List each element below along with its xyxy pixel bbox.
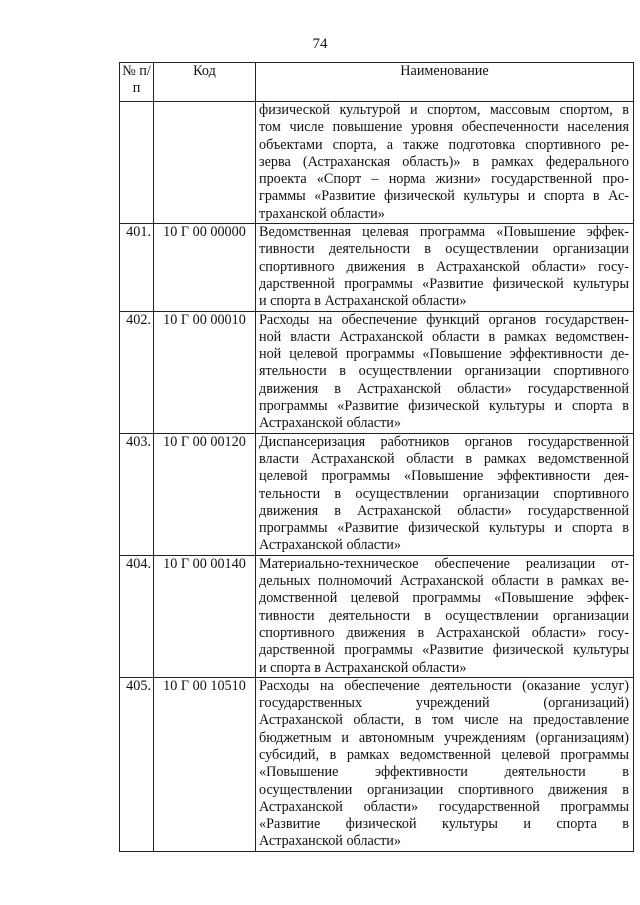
table-row bbox=[120, 311, 634, 433]
row-name bbox=[256, 102, 634, 224]
row-name-line: и спорта в Астраханской области» bbox=[259, 659, 467, 676]
row-name-line: «Развитие физической культуры и спорта в bbox=[259, 816, 629, 833]
row-name-line: объектами спорта, а также подготовка спортивного ре- bbox=[259, 136, 629, 153]
row-number: 403. bbox=[120, 433, 154, 555]
row-code: 10 Г 00 00010 bbox=[154, 311, 256, 433]
row-number: 404. bbox=[120, 555, 154, 677]
row-name-line: тивности деятельности в осуществлении организации bbox=[259, 607, 629, 624]
row-number: 402. bbox=[120, 311, 154, 433]
row-name-line: том числе повышение уровня обеспеченности населения bbox=[259, 119, 629, 136]
row-name-line: осуществлении организации спортивного движения в bbox=[259, 781, 629, 798]
row-name-line: власти Астраханской области в рамках ведомственной bbox=[259, 450, 629, 467]
row-name bbox=[256, 677, 634, 851]
row-name-line: дарственной программы «Развитие физической культуры bbox=[259, 275, 629, 292]
row-name-line: физической культурой и спортом, массовым спортом, в bbox=[259, 102, 629, 118]
header-num: № п/п bbox=[120, 63, 154, 102]
budget-code-table bbox=[119, 62, 634, 852]
row-name-line: траханской области» bbox=[259, 205, 385, 222]
row-name-line: дельных полномочий Астраханской области в рамках ве- bbox=[259, 573, 629, 590]
row-name-line: ной целевой программы «Повышение эффективности де- bbox=[259, 346, 629, 363]
row-name-line: тельности в осуществлении организации спортивного bbox=[259, 485, 629, 502]
row-name-line: программы «Развитие физической культуры и спорта в bbox=[259, 398, 629, 415]
row-name-line: Диспансеризация работников органов государственной bbox=[259, 433, 629, 450]
row-name bbox=[256, 555, 634, 677]
row-name-line: целевой программы «Повышение эффективности дея- bbox=[259, 468, 629, 485]
row-code bbox=[154, 102, 256, 224]
row-name-line: движения в Астраханской области» государственной bbox=[259, 380, 629, 397]
row-name-line: спортивного движения в Астраханской области» госу- bbox=[259, 258, 629, 275]
row-name-line: и спорта в Астраханской области» bbox=[259, 293, 467, 310]
row-name-line: спортивного движения в Астраханской области» госу- bbox=[259, 624, 629, 641]
row-name-line: Расходы на обеспечение функций органов государствен- bbox=[259, 311, 629, 328]
row-name-line: зерва (Астраханская область)» в рамках федерального bbox=[259, 153, 629, 170]
row-name bbox=[256, 433, 634, 555]
row-name-line: домственной целевой программы «Повышение эффек- bbox=[259, 590, 629, 607]
table-row bbox=[120, 677, 634, 851]
row-name-line: субсидий, в рамках ведомственной целевой программы bbox=[259, 746, 629, 763]
row-code: 10 Г 00 00140 bbox=[154, 555, 256, 677]
row-name bbox=[256, 311, 634, 433]
row-name-line: ятельности в осуществлении организации спортивного bbox=[259, 363, 629, 380]
table-row bbox=[120, 555, 634, 677]
row-name-line: Астраханской области» bbox=[259, 537, 401, 554]
row-name-line: Материально-техническое обеспечение реализации от- bbox=[259, 555, 629, 572]
row-number: 405. bbox=[120, 677, 154, 851]
row-name-line: Расходы на обеспечение деятельности (оказание услуг) bbox=[259, 677, 629, 694]
table-row bbox=[120, 433, 634, 555]
row-name bbox=[256, 224, 634, 311]
header-code: Код bbox=[154, 63, 256, 102]
row-name-line: ной власти Астраханской области в рамках ведомствен- bbox=[259, 328, 629, 345]
row-name-line: проекта «Спорт – норма жизни» государственной про- bbox=[259, 171, 629, 188]
row-name-line: дарственной программы «Развитие физической культуры bbox=[259, 642, 629, 659]
header-name: Наименование bbox=[256, 63, 634, 102]
row-name-line: бюджетным и автономным учреждениям (организациям) bbox=[259, 729, 629, 746]
page-number: 74 bbox=[312, 36, 328, 52]
row-number: 401. bbox=[120, 224, 154, 311]
row-name-line: Ведомственная целевая программа «Повышение эффек- bbox=[259, 224, 629, 241]
row-number bbox=[120, 102, 154, 224]
row-name-line: программы «Развитие физической культуры и спорта в bbox=[259, 520, 629, 537]
row-name-line: Астраханской области» государственной программы bbox=[259, 798, 629, 815]
table-row bbox=[120, 102, 634, 224]
row-name-line: тивности деятельности в осуществлении организации bbox=[259, 241, 629, 258]
row-code: 10 Г 00 00120 bbox=[154, 433, 256, 555]
table-header-row bbox=[120, 63, 634, 102]
row-name-line: движения в Астраханской области» государственной bbox=[259, 502, 629, 519]
row-name-line: государственных учреждений (организаций) bbox=[259, 695, 629, 712]
row-name-line: Астраханской области, в том числе на предоставление bbox=[259, 712, 629, 729]
row-name-line: Астраханской области» bbox=[259, 833, 401, 850]
table-row bbox=[120, 224, 634, 311]
row-code: 10 Г 00 10510 bbox=[154, 677, 256, 851]
row-name-line: «Повышение эффективности деятельности в bbox=[259, 764, 629, 781]
row-code: 10 Г 00 00000 bbox=[154, 224, 256, 311]
row-name-line: граммы «Развитие физической культуры и спорта в Ас- bbox=[259, 188, 629, 205]
row-name-line: Астраханской области» bbox=[259, 415, 401, 432]
